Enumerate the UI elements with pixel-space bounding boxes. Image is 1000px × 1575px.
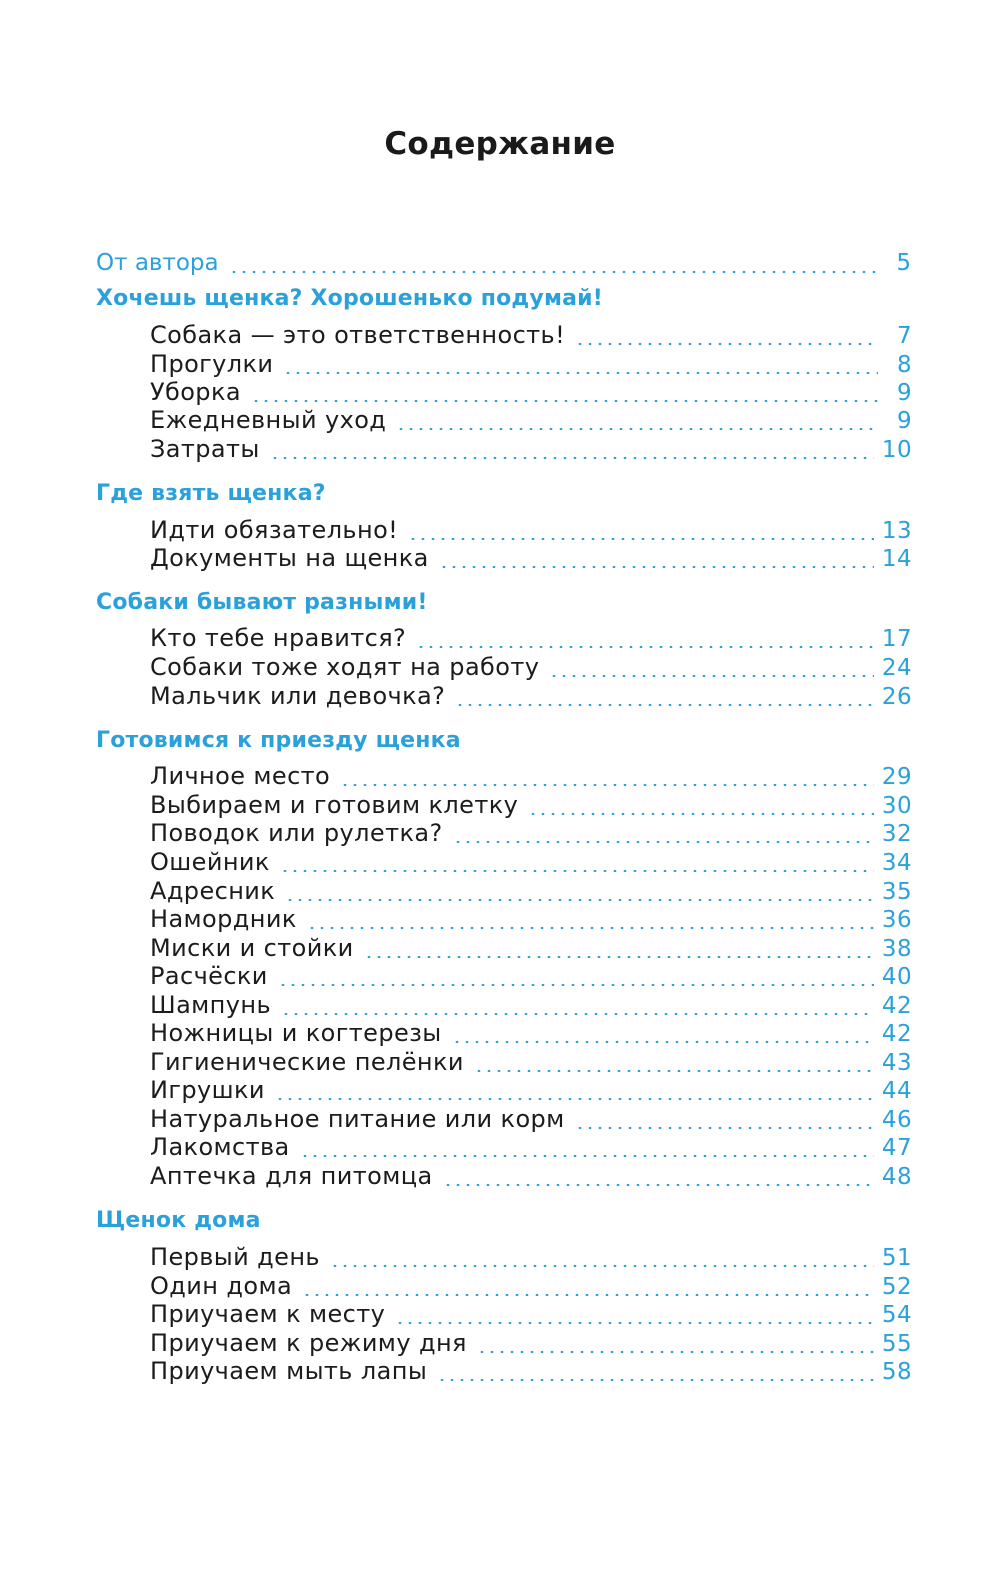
toc-page-number: 13: [881, 518, 912, 544]
toc-entry[interactable]: [150, 653, 912, 681]
toc-entry[interactable]: [150, 991, 912, 1019]
toc-entry-label: Один дома: [150, 1272, 293, 1300]
dot-leader: [278, 984, 874, 986]
toc-page-number: 9: [896, 380, 912, 406]
toc-entry-label: Ежедневный уход: [150, 406, 387, 434]
dot-leader: [229, 271, 877, 273]
toc-entry-label: Собака — это ответственность!: [150, 321, 566, 349]
toc-page-number: 34: [881, 850, 912, 876]
toc-entry-label: Первый день: [150, 1243, 320, 1271]
dot-leader: [439, 566, 874, 568]
dot-leader: [455, 704, 874, 706]
toc-entry-label: От автора: [96, 250, 219, 276]
toc-entry-label: Лакомства: [150, 1133, 290, 1161]
toc-entry[interactable]: [150, 1019, 912, 1047]
toc-entry[interactable]: [150, 350, 912, 378]
dot-leader: [307, 927, 874, 929]
toc-page-number: 9: [896, 408, 912, 434]
toc-page-number: 36: [881, 907, 912, 933]
toc-entry[interactable]: [150, 848, 912, 876]
dot-leader: [416, 646, 874, 648]
toc-entry[interactable]: [150, 435, 912, 463]
toc-entry-label: Гигиенические пелёнки: [150, 1048, 464, 1076]
dot-leader: [528, 813, 874, 815]
dot-leader: [549, 675, 874, 677]
toc-entry-label: Адресник: [150, 877, 276, 905]
toc-entry-label: Намордник: [150, 905, 297, 933]
toc-page-number: 40: [881, 964, 912, 990]
dot-leader: [477, 1351, 874, 1353]
dot-leader: [575, 1127, 874, 1129]
toc-entry-label: Выбираем и готовим клетку: [150, 791, 519, 819]
toc-entry[interactable]: [150, 1048, 912, 1076]
dot-leader: [275, 1098, 874, 1100]
dot-leader: [302, 1294, 874, 1296]
dot-leader: [281, 1013, 874, 1015]
toc-entry-label: Расчёски: [150, 962, 268, 990]
section-heading[interactable]: Щенок дома: [96, 1208, 261, 1233]
dot-leader: [285, 899, 874, 901]
toc-page-number: 7: [896, 323, 912, 349]
toc-entry-label: Приучаем мыть лапы: [150, 1357, 428, 1385]
toc-entry[interactable]: [150, 1105, 912, 1133]
toc-page-number: 42: [881, 1021, 912, 1047]
toc-entry[interactable]: [150, 1300, 912, 1328]
toc-entry[interactable]: [150, 1329, 912, 1357]
dot-leader: [575, 343, 878, 345]
toc-entry-label: Затраты: [150, 435, 260, 463]
toc-entry-label: Мальчик или девочка?: [150, 682, 446, 710]
toc-page-number: 52: [881, 1274, 912, 1300]
toc-page-number: 43: [881, 1050, 912, 1076]
toc-entry[interactable]: [150, 791, 912, 819]
toc-page-number: 47: [881, 1135, 912, 1161]
dot-leader: [300, 1155, 874, 1157]
toc-entry[interactable]: [150, 624, 912, 652]
toc-page-number: 14: [881, 546, 912, 572]
toc-page-number: 5: [896, 250, 911, 276]
toc-page-number: 58: [881, 1359, 912, 1385]
section-heading[interactable]: Где взять щенка?: [96, 481, 326, 506]
dot-leader: [280, 870, 874, 872]
toc-entry[interactable]: [150, 378, 912, 406]
toc-entry[interactable]: [150, 1243, 912, 1271]
toc-entry[interactable]: [150, 1272, 912, 1300]
toc-entry-label: Идти обязательно!: [150, 516, 399, 544]
section-heading[interactable]: Хочешь щенка? Хорошенько подумай!: [96, 286, 604, 311]
toc-page-number: 26: [881, 684, 912, 710]
toc-page-number: 30: [881, 793, 912, 819]
toc-entry-label: Игрушки: [150, 1076, 265, 1104]
toc-entry-label: Миски и стойки: [150, 934, 354, 962]
dot-leader: [452, 1041, 874, 1043]
toc-entry-label: Натуральное питание или корм: [150, 1105, 565, 1133]
toc-entry[interactable]: [150, 682, 912, 710]
dot-leader: [340, 784, 874, 786]
toc-entry[interactable]: [150, 905, 912, 933]
toc-entry-label: Кто тебе нравится?: [150, 624, 407, 652]
toc-page-number: 32: [881, 821, 912, 847]
toc-entry-label: Собаки тоже ходят на работу: [150, 653, 540, 681]
toc-entry[interactable]: [150, 406, 912, 434]
dot-leader: [283, 372, 878, 374]
toc-entry[interactable]: [150, 934, 912, 962]
toc-entry[interactable]: [150, 1076, 912, 1104]
toc-entry-label: Поводок или рулетка?: [150, 819, 443, 847]
dot-leader: [330, 1265, 874, 1267]
toc-entry-label: Прогулки: [150, 350, 274, 378]
toc-page-number: 42: [881, 993, 912, 1019]
toc-page-number: 8: [896, 352, 912, 378]
toc-entry-label: Личное место: [150, 762, 331, 790]
toc-entry-label: Приучаем к месту: [150, 1300, 386, 1328]
dot-leader: [443, 1184, 874, 1186]
page-title: Содержание: [384, 126, 616, 162]
toc-page-number: 35: [881, 879, 912, 905]
section-heading[interactable]: Собаки бывают разными!: [96, 590, 428, 615]
toc-page-number: 38: [881, 936, 912, 962]
toc-entry-label: Приучаем к режиму дня: [150, 1329, 467, 1357]
toc-page-number: 55: [881, 1331, 912, 1357]
toc-entry[interactable]: [150, 762, 912, 790]
toc-entry[interactable]: [150, 962, 912, 990]
toc-page-number: 44: [881, 1078, 912, 1104]
dot-leader: [395, 1322, 874, 1324]
toc-entry-label: Шампунь: [150, 991, 272, 1019]
toc-page-number: 24: [881, 655, 912, 681]
toc-page-number: 48: [881, 1164, 912, 1190]
dot-leader: [251, 400, 878, 402]
toc-page-number: 46: [881, 1107, 912, 1133]
toc-entry[interactable]: [150, 877, 912, 905]
toc-entry-intro[interactable]: [96, 250, 911, 276]
toc-entry-label: Уборка: [150, 378, 241, 406]
dot-leader: [270, 457, 874, 459]
toc-page-number: 17: [881, 626, 912, 652]
toc-page-number: 51: [881, 1245, 912, 1271]
toc-page-number: 10: [881, 437, 912, 463]
dot-leader: [474, 1070, 874, 1072]
dot-leader: [364, 956, 874, 958]
dot-leader: [453, 841, 874, 843]
toc-entry[interactable]: [150, 1133, 912, 1161]
dot-leader: [396, 428, 878, 430]
dot-leader: [408, 538, 874, 540]
toc-entry-label: Ошейник: [150, 848, 270, 876]
toc-page-number: 54: [881, 1302, 912, 1328]
toc-entry[interactable]: [150, 1162, 912, 1190]
toc-entry-label: Ножницы и когтерезы: [150, 1019, 442, 1047]
toc-entry[interactable]: [150, 1357, 912, 1385]
toc-entry[interactable]: [150, 321, 912, 349]
dot-leader: [437, 1379, 874, 1381]
section-heading[interactable]: Готовимся к приезду щенка: [96, 728, 461, 753]
toc-entry-label: Документы на щенка: [150, 544, 429, 572]
toc-entry-label: Аптечка для питомца: [150, 1162, 433, 1190]
toc-entry[interactable]: [150, 516, 912, 544]
toc-entry[interactable]: [150, 544, 912, 572]
toc-entry[interactable]: [150, 819, 912, 847]
toc-page-number: 29: [881, 764, 912, 790]
